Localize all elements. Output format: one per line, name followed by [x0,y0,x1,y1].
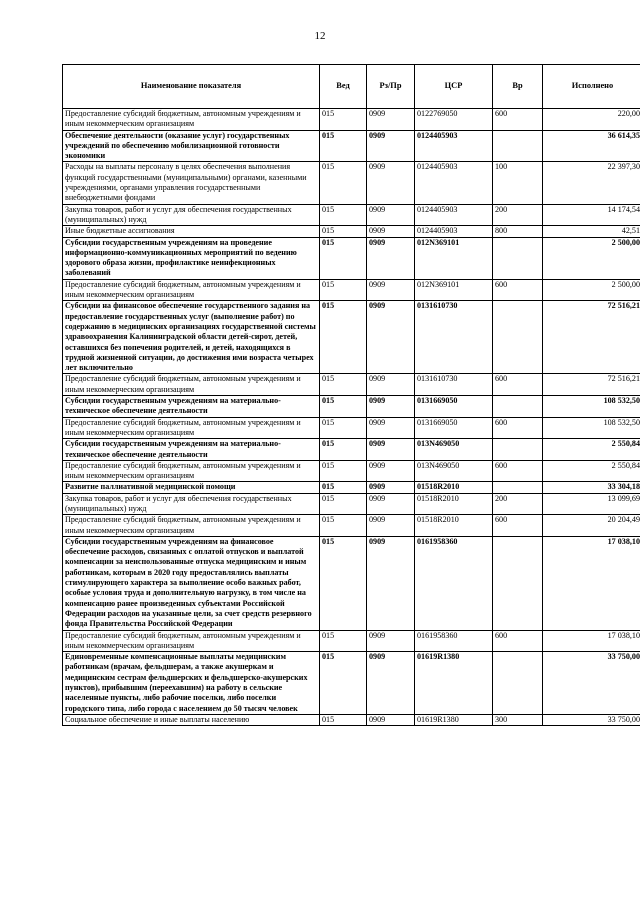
cell-rzpr: 0909 [367,162,415,204]
cell-vr [493,652,543,715]
cell-vr [493,130,543,162]
cell-csr: 0122769050 [415,109,493,131]
cell-vr: 600 [493,279,543,301]
cell-name: Предоставление субсидий бюджетным, автономным учреждениям и иным некоммерческим организациям [63,630,320,652]
cell-ved: 015 [320,226,367,237]
cell-executed: 20 204,49 [543,515,640,537]
cell-vr [493,301,543,374]
cell-vr: 600 [493,417,543,439]
cell-ved: 015 [320,204,367,226]
cell-ved: 015 [320,482,367,493]
cell-executed: 42,51 [543,226,640,237]
cell-rzpr: 0909 [367,237,415,279]
cell-ved: 015 [320,515,367,537]
cell-vr [493,482,543,493]
cell-name: Развитие паллиативной медицинской помощи [63,482,320,493]
cell-vr [493,536,543,630]
cell-executed: 72 516,21 [543,301,640,374]
cell-rzpr: 0909 [367,630,415,652]
cell-rzpr: 0909 [367,396,415,418]
table-row [63,714,640,725]
table-row [63,396,640,418]
cell-rzpr: 0909 [367,204,415,226]
cell-csr: 0124405903 [415,226,493,237]
cell-ved: 015 [320,237,367,279]
cell-name: Субсидии государственным учреждениям на проведение информационно-коммуникационных мероприятий по ведению здорового образа жизни, профилактике неинфекционных заболеваний [63,237,320,279]
cell-executed: 2 550,84 [543,439,640,461]
cell-executed: 17 038,10 [543,630,640,652]
header-vr: Вр [493,65,543,109]
cell-executed: 108 532,50 [543,396,640,418]
cell-rzpr: 0909 [367,301,415,374]
table-row [63,162,640,204]
table-row [63,460,640,482]
cell-rzpr: 0909 [367,482,415,493]
cell-vr: 600 [493,515,543,537]
cell-executed: 220,00 [543,109,640,131]
cell-executed: 13 099,69 [543,493,640,515]
cell-executed: 72 516,21 [543,374,640,396]
table-row [63,204,640,226]
cell-vr: 200 [493,493,543,515]
cell-vr: 800 [493,226,543,237]
cell-name: Расходы на выплаты персоналу в целях обеспечения выполнения функций государственными (муниципальными) органами, казенными учреждениями, органами управления государственными внебюджетными фондами [63,162,320,204]
cell-name: Субсидии на финансовое обеспечение государственного задания на предоставление государственных услуг (выполнение работ) по содержанию в медицинских организациях государственной системы здравоохранения Калининградской области детей-сирот, детей, оставшихся без попечения родителей, и детей, находящихся в трудной жизненной ситуации, до достижения ими возраста четырех лет включительно [63,301,320,374]
cell-executed: 17 038,10 [543,536,640,630]
cell-rzpr: 0909 [367,536,415,630]
cell-rzpr: 0909 [367,226,415,237]
cell-rzpr: 0909 [367,714,415,725]
cell-ved: 015 [320,714,367,725]
cell-csr: 0131669050 [415,396,493,418]
cell-rzpr: 0909 [367,130,415,162]
cell-rzpr: 0909 [367,460,415,482]
cell-vr: 100 [493,162,543,204]
cell-name: Предоставление субсидий бюджетным, автономным учреждениям и иным некоммерческим организациям [63,109,320,131]
cell-ved: 015 [320,301,367,374]
cell-csr: 0161958360 [415,536,493,630]
cell-executed: 14 174,54 [543,204,640,226]
cell-name: Предоставление субсидий бюджетным, автономным учреждениям и иным некоммерческим организациям [63,460,320,482]
cell-name: Субсидии государственным учреждениям на финансовое обеспечение расходов, связанных с оплатой отпусков и выплатой компенсации за неиспользованные отпуска медицинским и иным работникам, которым в 2020 году предоставлялись выплаты стимулирующего характера за выполнение особо важных работ, особые условия труда и дополнительную нагрузку, в том числе на компенсацию ранее произведенных субъектами Российской Федерации расходов на указанные цели, за счет средств резервного фонда Правительства Российской Федерации [63,536,320,630]
table-body [63,109,640,726]
cell-ved: 015 [320,630,367,652]
cell-csr: 01518R2010 [415,493,493,515]
cell-csr: 01518R2010 [415,515,493,537]
cell-ved: 015 [320,374,367,396]
table-row [63,237,640,279]
cell-executed: 2 550,84 [543,460,640,482]
table-row [63,417,640,439]
cell-csr: 0124405903 [415,130,493,162]
cell-vr: 200 [493,204,543,226]
table-row [63,652,640,715]
header-rzpr: Рз/Пр [367,65,415,109]
cell-csr: 013N469050 [415,439,493,461]
cell-csr: 0124405903 [415,162,493,204]
cell-csr: 0131610730 [415,301,493,374]
cell-rzpr: 0909 [367,374,415,396]
table-row [63,301,640,374]
cell-ved: 015 [320,279,367,301]
cell-csr: 0131669050 [415,417,493,439]
table-row [63,515,640,537]
cell-ved: 015 [320,396,367,418]
cell-csr: 01619R1380 [415,652,493,715]
cell-ved: 015 [320,493,367,515]
cell-executed: 33 304,18 [543,482,640,493]
cell-vr: 600 [493,630,543,652]
cell-rzpr: 0909 [367,515,415,537]
cell-rzpr: 0909 [367,652,415,715]
cell-name: Обеспечение деятельности (оказание услуг) государственных учреждений по обеспечению мобилизационной готовности экономики [63,130,320,162]
cell-name: Предоставление субсидий бюджетным, автономным учреждениям и иным некоммерческим организациям [63,279,320,301]
cell-name: Закупка товаров, работ и услуг для обеспечения государственных (муниципальных) нужд [63,493,320,515]
cell-csr: 012N369101 [415,237,493,279]
table-row [63,482,640,493]
header-csr: ЦСР [415,65,493,109]
cell-name: Субсидии государственным учреждениям на материально-техническое обеспечение деятельности [63,439,320,461]
cell-name: Предоставление субсидий бюджетным, автономным учреждениям и иным некоммерческим организациям [63,374,320,396]
page-number: 12 [314,30,326,42]
cell-csr: 012N369101 [415,279,493,301]
cell-name: Закупка товаров, работ и услуг для обеспечения государственных (муниципальных) нужд [63,204,320,226]
cell-name: Предоставление субсидий бюджетным, автономным учреждениям и иным некоммерческим организациям [63,417,320,439]
cell-rzpr: 0909 [367,493,415,515]
cell-ved: 015 [320,417,367,439]
cell-ved: 015 [320,162,367,204]
cell-vr: 300 [493,714,543,725]
cell-csr: 013N469050 [415,460,493,482]
cell-rzpr: 0909 [367,109,415,131]
cell-ved: 015 [320,652,367,715]
cell-ved: 015 [320,460,367,482]
table-header-row [63,65,640,109]
table-row [63,493,640,515]
cell-csr: 01619R1380 [415,714,493,725]
cell-vr [493,237,543,279]
table-row [63,130,640,162]
header-executed: Исполнено [543,65,640,109]
cell-executed: 2 500,00 [543,237,640,279]
table-row [63,536,640,630]
cell-vr: 600 [493,109,543,131]
cell-vr [493,439,543,461]
budget-execution-table [62,64,640,726]
cell-name: Предоставление субсидий бюджетным, автономным учреждениям и иным некоммерческим организациям [63,515,320,537]
cell-name: Субсидии государственным учреждениям на материально-техническое обеспечение деятельности [63,396,320,418]
header-name: Наименование показателя [63,65,320,109]
cell-csr: 01518R2010 [415,482,493,493]
cell-vr [493,396,543,418]
cell-executed: 36 614,35 [543,130,640,162]
cell-rzpr: 0909 [367,417,415,439]
cell-rzpr: 0909 [367,279,415,301]
header-ved: Вед [320,65,367,109]
cell-csr: 0131610730 [415,374,493,396]
cell-ved: 015 [320,130,367,162]
table-row [63,279,640,301]
cell-rzpr: 0909 [367,439,415,461]
cell-csr: 0161958360 [415,630,493,652]
cell-executed: 22 397,30 [543,162,640,204]
cell-ved: 015 [320,109,367,131]
cell-executed: 108 532,50 [543,417,640,439]
table-row [63,630,640,652]
table-row [63,439,640,461]
table-row [63,374,640,396]
cell-executed: 33 750,00 [543,652,640,715]
cell-name: Единовременные компенсационные выплаты медицинским работникам (врачам, фельдшерам, а также акушеркам и медицинским сестрам фельдшерских и фельдшерско-акушерских пунктов), прибывшим (переехавшим) на работу в сельские населенные пункты, либо рабочие поселки, либо поселки городского типа, либо города с населением до 50 тысяч человек [63,652,320,715]
cell-ved: 015 [320,536,367,630]
cell-vr: 600 [493,460,543,482]
cell-executed: 2 500,00 [543,279,640,301]
cell-name: Иные бюджетные ассигнования [63,226,320,237]
cell-name: Социальное обеспечение и иные выплаты населению [63,714,320,725]
cell-vr: 600 [493,374,543,396]
cell-executed: 33 750,00 [543,714,640,725]
cell-csr: 0124405903 [415,204,493,226]
cell-ved: 015 [320,439,367,461]
table-row [63,226,640,237]
table-row [63,109,640,131]
